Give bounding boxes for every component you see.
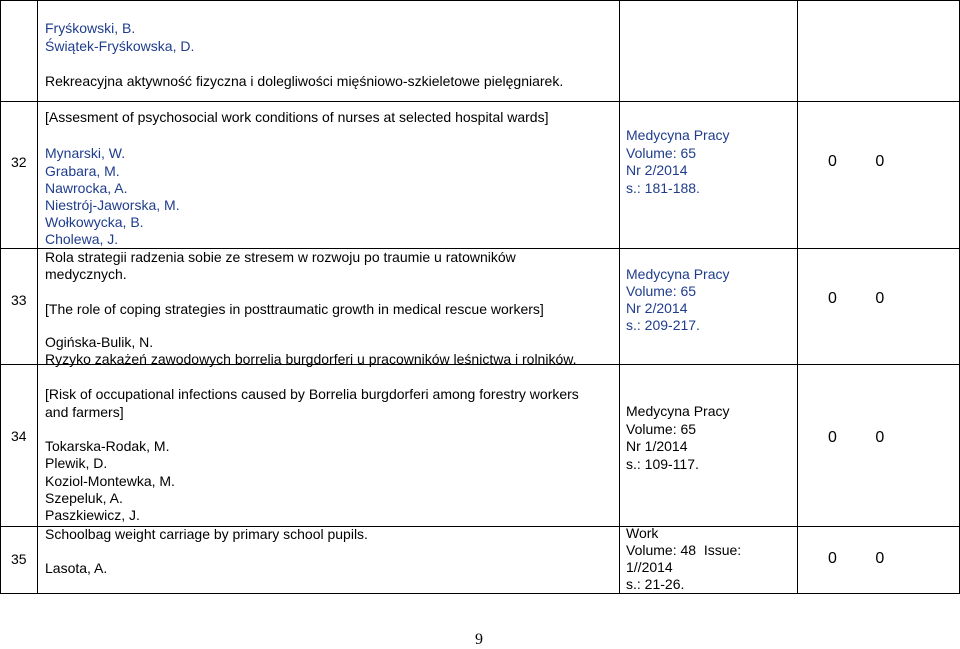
journal-volume: Volume: 65 (626, 145, 697, 161)
entry-title-line: medycznych. (45, 266, 127, 282)
journal-issue: Nr 2/2014 (626, 162, 688, 178)
journal-pages: s.: 209-217. (626, 317, 700, 333)
author: Koziol-Montewka, M. (45, 473, 175, 489)
journal-issue: 1//2014 (626, 559, 673, 575)
entry-translation: [Assesment of psychosocial work conditions of nurses at selected hospital wards] (45, 109, 549, 125)
author: Plewik, D. (45, 455, 108, 471)
row-separator-prev-32 (0, 101, 960, 102)
citation-counts: 0 0 (828, 550, 885, 567)
author: Wołkowycka, B. (45, 214, 144, 230)
row-number: 32 (11, 154, 27, 170)
citation-counts: 0 0 (828, 290, 885, 307)
journal-name: Medycyna Pracy (626, 403, 730, 419)
entry-translation-line: [Risk of occupational infections caused by Borrelia burgdorferi among forestry workers (45, 386, 579, 402)
journal-name: Medycyna Pracy (626, 266, 730, 282)
citation-counts: 0 0 (828, 153, 885, 170)
table-bottom-border (0, 593, 960, 594)
column-separator-entry (619, 0, 620, 594)
author: Ogińska-Bulik, N. (45, 334, 154, 350)
author: Nawrocka, A. (45, 180, 128, 196)
journal-volume: Volume: 65 (626, 283, 697, 299)
entry-title: Ryzyko zakażeń zawodowych borrelia burgdorferi u pracowników leśnictwa i rolników. (45, 351, 577, 367)
row-number: 33 (11, 292, 27, 308)
entry-translation-line: and farmers] (45, 404, 124, 420)
author: Fryśkowski, B. (45, 20, 136, 36)
author: Mynarski, W. (45, 145, 126, 161)
author: Szepeluk, A. (45, 490, 123, 506)
journal-issue: Nr 1/2014 (626, 438, 688, 454)
journal-pages: s.: 181-188. (626, 180, 700, 196)
journal-name: Medycyna Pracy (626, 127, 730, 143)
row-number: 34 (11, 428, 27, 444)
page-number: 9 (475, 631, 483, 648)
column-separator-journal (797, 0, 798, 594)
citation-counts: 0 0 (828, 429, 885, 446)
column-separator-number (37, 0, 38, 594)
journal-pages: s.: 109-117. (626, 456, 699, 472)
journal-name: Work (626, 525, 659, 541)
journal-volume: Volume: 65 (626, 421, 697, 437)
author: Cholewa, J. (45, 231, 119, 247)
entry-title-line: Rola strategii radzenia sobie ze stresem w rozwoju po traumie u ratowników (45, 249, 516, 265)
journal-issue: Nr 2/2014 (626, 300, 688, 316)
entry-title: Rekreacyjna aktywność fizyczna i dolegliwości mięśniowo-szkieletowe pielęgniarek. (45, 73, 564, 89)
entry-translation: [The role of coping strategies in posttraumatic growth in medical rescue workers] (45, 301, 544, 317)
author: Świątek-Fryśkowska, D. (45, 38, 195, 54)
row-number: 35 (11, 551, 27, 567)
author: Tokarska-Rodak, M. (45, 438, 170, 454)
journal-volume: Volume: 48 Issue: (626, 542, 742, 558)
table-top-border (0, 0, 960, 1)
entry-title: Schoolbag weight carriage by primary school pupils. (45, 526, 368, 542)
author: Grabara, M. (45, 163, 120, 179)
table-left-border (0, 0, 1, 594)
journal-pages: s.: 21-26. (626, 576, 685, 592)
author: Lasota, A. (45, 560, 108, 576)
author: Paszkiewicz, J. (45, 507, 140, 523)
author: Niestrój-Jaworska, M. (45, 197, 180, 213)
